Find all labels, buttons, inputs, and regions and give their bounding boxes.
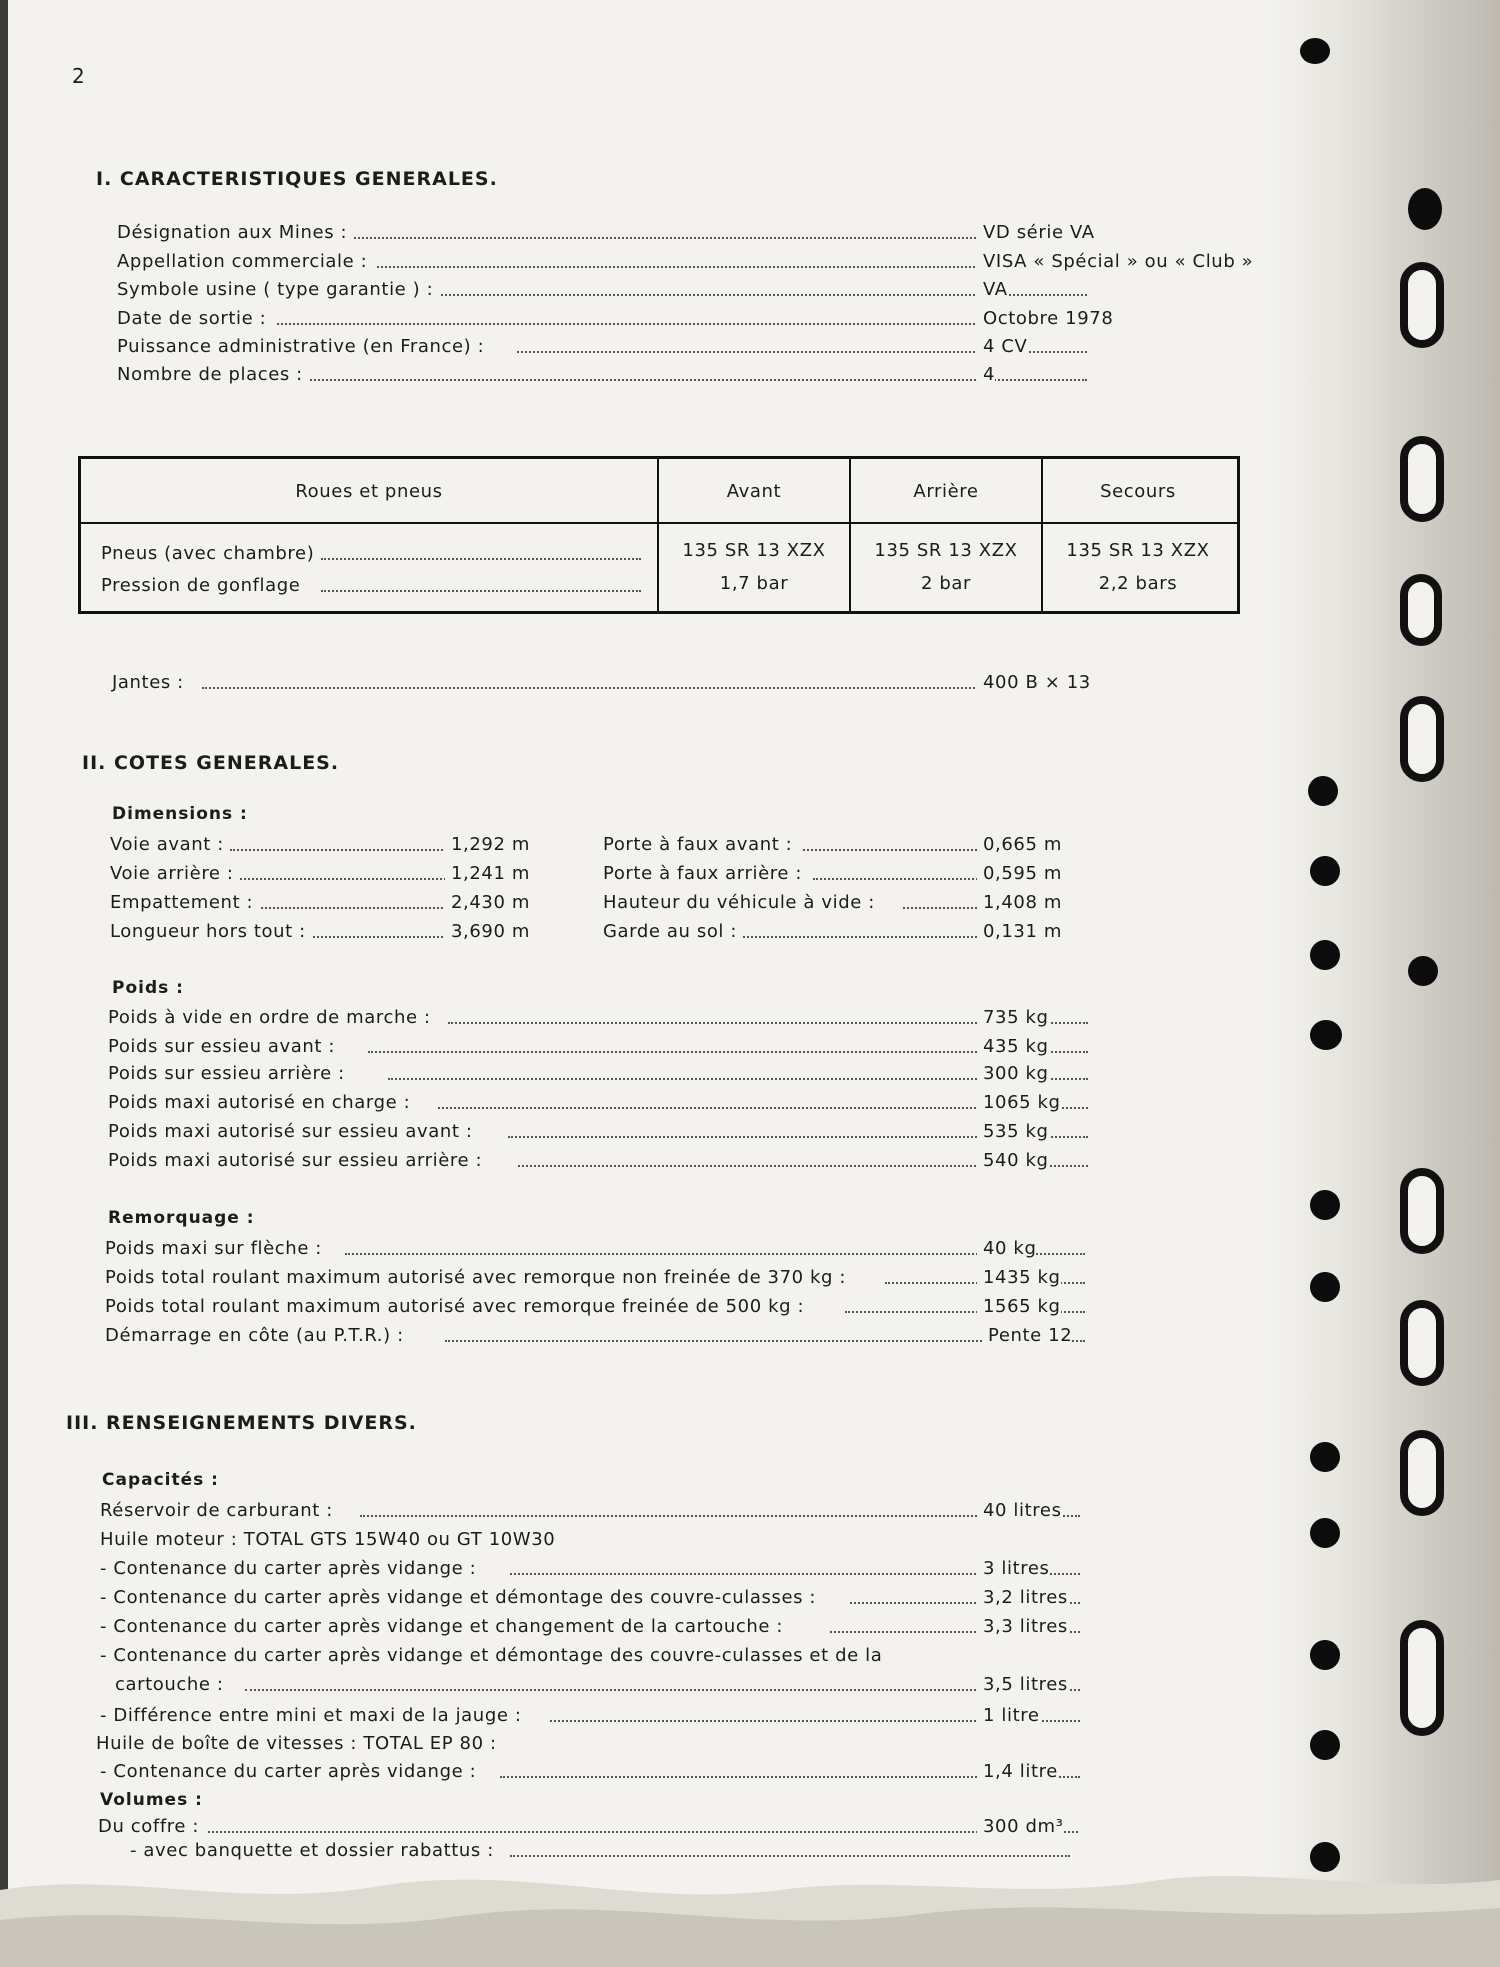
dot-leader	[240, 878, 450, 880]
section-title: III. RENSEIGNEMENTS DIVERS.	[66, 1412, 417, 1434]
spec-row	[105, 1238, 1260, 1264]
punch-hole	[1300, 38, 1330, 64]
torn-margin	[1270, 0, 1500, 1967]
spec-value: 1065 kg	[977, 1092, 1061, 1113]
spec-label: Poids maxi autorisé en charge :	[108, 1092, 416, 1113]
punch-hole	[1310, 1640, 1340, 1670]
punch-hole	[1408, 956, 1438, 986]
spec-row	[117, 308, 1257, 334]
spec-value: 1,292 m	[445, 834, 530, 855]
text-line	[100, 1529, 1000, 1555]
punch-hole	[1310, 856, 1340, 886]
spec-label: - Contenance du carter après vidange et démontage des couvre-culasses et de la	[100, 1645, 888, 1666]
spec-value: VISA « Spécial » ou « Club »	[977, 251, 1253, 272]
spec-label: Porte à faux arrière :	[603, 863, 808, 884]
spec-label: - Différence entre mini et maxi de la jauge :	[100, 1705, 528, 1726]
spec-label: Poids à vide en ordre de marche :	[108, 1007, 437, 1028]
spec-value: 0,665 m	[977, 834, 1062, 855]
spec-row	[100, 1705, 1260, 1731]
torn-bottom-edge	[0, 1850, 1500, 1967]
dot-leader	[803, 849, 993, 851]
spec-value: 1,4 litre	[977, 1761, 1058, 1782]
spec-value: 735 kg	[977, 1007, 1049, 1028]
spec-label: - Contenance du carter après vidange :	[100, 1761, 482, 1782]
subsection-title: Capacités :	[102, 1470, 219, 1490]
spec-value: 0,131 m	[977, 921, 1062, 942]
spec-value: 300 kg	[977, 1063, 1049, 1084]
subsection-title: Poids :	[112, 978, 184, 998]
spec-value: 3,5 litres	[977, 1674, 1068, 1695]
subsection-title: Volumes :	[100, 1790, 203, 1810]
text-line	[96, 1733, 996, 1759]
punch-hole	[1310, 1272, 1340, 1302]
table-cell: 1,7 bar	[719, 573, 789, 594]
dot-leader	[743, 936, 993, 938]
table-row-label: Pneus (avec chambre)	[101, 543, 320, 564]
spec-label: Voie avant :	[110, 834, 230, 855]
spec-value: Pente 12	[982, 1325, 1072, 1346]
spec-row	[100, 1558, 1260, 1584]
spec-label: Poids sur essieu arrière :	[108, 1063, 351, 1084]
spec-row	[108, 1121, 1258, 1147]
spec-row	[115, 1674, 1260, 1700]
spec-value: 1,241 m	[445, 863, 530, 884]
spec-label: - Contenance du carter après vidange :	[100, 1558, 482, 1579]
subsection-title: Dimensions :	[112, 804, 248, 824]
punch-hole	[1400, 696, 1444, 782]
spec-value: 3,2 litres	[977, 1587, 1068, 1608]
punch-hole	[1400, 1168, 1444, 1254]
dimension-row	[603, 863, 1073, 889]
section-title: I. CARACTERISTIQUES GENERALES.	[96, 168, 498, 190]
spec-label: Porte à faux avant :	[603, 834, 798, 855]
dot-leader	[321, 590, 641, 592]
text-line	[100, 1645, 1200, 1671]
binding-edge	[0, 0, 8, 1967]
spec-value: 300 dm³	[977, 1816, 1063, 1837]
spec-value: 1,408 m	[977, 892, 1062, 913]
spec-label: Poids sur essieu avant :	[108, 1036, 341, 1057]
spec-label: Empattement :	[110, 892, 259, 913]
spec-label: Nombre de places :	[117, 364, 309, 385]
punch-hole	[1310, 1442, 1340, 1472]
spec-row	[105, 1267, 1260, 1293]
table-cell: 135 SR 13 XZX	[1066, 540, 1210, 561]
spec-value: Octobre 1978	[977, 308, 1113, 329]
dot-leader	[360, 1515, 1080, 1517]
spec-label: Garde au sol :	[603, 921, 743, 942]
punch-hole	[1400, 574, 1442, 646]
table-header: Arrière	[913, 481, 979, 502]
punch-hole	[1400, 262, 1444, 348]
spec-row	[117, 222, 1257, 248]
spec-row	[108, 1092, 1258, 1118]
punch-hole	[1310, 1020, 1342, 1050]
spec-value: 3 litres	[977, 1558, 1050, 1579]
punch-hole	[1308, 776, 1338, 806]
spec-value: 435 kg	[977, 1036, 1049, 1057]
spec-row	[98, 1816, 1260, 1842]
spec-row	[105, 1325, 1260, 1351]
spec-label: Jantes :	[112, 672, 190, 693]
table-header: Roues et pneus	[295, 481, 443, 502]
spec-label: Appellation commerciale :	[117, 251, 373, 272]
table-cell: 135 SR 13 XZX	[682, 540, 826, 561]
spec-value: 1435 kg	[977, 1267, 1061, 1288]
dot-leader	[250, 907, 450, 909]
dimension-row	[110, 921, 530, 947]
dot-leader	[277, 323, 1087, 325]
spec-label: - Contenance du carter après vidange et démontage des couvre-culasses :	[100, 1587, 822, 1608]
punch-hole	[1400, 1300, 1444, 1386]
spec-row	[117, 279, 1257, 305]
spec-label: Poids maxi sur flèche :	[105, 1238, 328, 1259]
spec-label: Huile moteur : TOTAL GTS 15W40 ou GT 10W30	[100, 1529, 561, 1550]
dot-leader	[307, 379, 1087, 381]
spec-row	[105, 1296, 1260, 1322]
spec-label: Réservoir de carburant :	[100, 1500, 339, 1521]
spec-label: Symbole usine ( type garantie ) :	[117, 279, 439, 300]
spec-value: 540 kg	[977, 1150, 1049, 1171]
spec-label: Poids maxi autorisé sur essieu arrière :	[108, 1150, 488, 1171]
spec-label: Poids total roulant maximum autorisé avec remorque freinée de 500 kg :	[105, 1296, 810, 1317]
punch-hole	[1310, 940, 1340, 970]
spec-value: 3,3 litres	[977, 1616, 1068, 1637]
table-row-label: Pression de gonflage	[101, 575, 306, 596]
spec-row	[108, 1007, 1258, 1033]
spec-value: VD série VA	[977, 222, 1095, 243]
spec-row	[117, 336, 1257, 362]
spec-row	[108, 1036, 1258, 1062]
punch-hole	[1310, 1730, 1340, 1760]
spec-value: VA	[977, 279, 1008, 300]
spec-row	[117, 251, 1257, 277]
spec-value: 0,595 m	[977, 863, 1062, 884]
spec-value: 1565 kg	[977, 1296, 1061, 1317]
subsection-title: Remorquage :	[108, 1208, 255, 1228]
spec-value: 4 CV	[977, 336, 1027, 357]
punch-hole	[1400, 1620, 1444, 1736]
dimension-row	[110, 834, 530, 860]
spec-row	[100, 1500, 1260, 1526]
punch-hole	[1400, 1430, 1444, 1516]
spec-value: 40 kg	[977, 1238, 1036, 1259]
spec-value: 2,430 m	[445, 892, 530, 913]
spec-label: Date de sortie :	[117, 308, 272, 329]
dot-leader	[510, 1855, 1070, 1857]
tyres-table	[78, 456, 1240, 614]
spec-label: cartouche :	[115, 1674, 230, 1695]
spec-label: Hauteur du véhicule à vide :	[603, 892, 881, 913]
table-cell: 2,2 bars	[1098, 573, 1178, 594]
dot-leader	[347, 237, 1087, 239]
table-divider	[81, 522, 1237, 524]
punch-hole	[1400, 436, 1444, 522]
dimension-row	[603, 921, 1073, 947]
spec-value: 3,690 m	[445, 921, 530, 942]
dimension-row	[110, 863, 530, 889]
spec-label: Démarrage en côte (au P.T.R.) :	[105, 1325, 410, 1346]
punch-hole	[1310, 1518, 1340, 1548]
punch-hole	[1310, 1190, 1340, 1220]
spec-label: - avec banquette et dossier rabattus :	[130, 1840, 500, 1861]
spec-label: Désignation aux Mines :	[117, 222, 353, 243]
spec-label: - Contenance du carter après vidange et changement de la cartouche :	[100, 1616, 789, 1637]
spec-row	[100, 1587, 1260, 1613]
dot-leader	[813, 878, 993, 880]
section-title: II. COTES GENERALES.	[82, 752, 340, 774]
spec-row	[100, 1616, 1260, 1642]
dot-leader	[345, 1253, 1085, 1255]
spec-value: 1 litre	[977, 1705, 1040, 1726]
spec-label: Poids total roulant maximum autorisé avec remorque non freinée de 370 kg :	[105, 1267, 852, 1288]
dot-leader	[208, 1831, 1078, 1833]
spec-row	[100, 1761, 1260, 1787]
dot-leader	[230, 849, 450, 851]
dimension-row	[110, 892, 530, 918]
spec-label: Longueur hors tout :	[110, 921, 312, 942]
spec-row	[117, 364, 1257, 390]
dot-leader	[202, 687, 1082, 689]
table-header: Secours	[1100, 481, 1176, 502]
spec-label: Du coffre :	[98, 1816, 205, 1837]
table-cell: 2 bar	[920, 573, 972, 594]
spec-label: Puissance administrative (en France) :	[117, 336, 490, 357]
spec-row	[112, 672, 1252, 698]
table-cell: 135 SR 13 XZX	[874, 540, 1018, 561]
dot-leader	[310, 936, 450, 938]
table-header: Avant	[726, 481, 782, 502]
spec-label: Huile de boîte de vitesses : TOTAL EP 80 :	[96, 1733, 503, 1754]
punch-hole	[1408, 188, 1442, 230]
dimension-row	[603, 834, 1073, 860]
spec-row	[108, 1063, 1258, 1089]
dimension-row	[603, 892, 1073, 918]
dot-leader	[321, 558, 641, 560]
spec-value: 400 B × 13	[977, 672, 1091, 693]
spec-row	[108, 1150, 1258, 1176]
spec-label: Poids maxi autorisé sur essieu avant :	[108, 1121, 478, 1142]
spec-value: 40 litres	[977, 1500, 1062, 1521]
dot-leader	[245, 1689, 1080, 1691]
spec-value: 4	[977, 364, 995, 385]
spec-label: Voie arrière :	[110, 863, 240, 884]
page-number: 2	[72, 64, 85, 88]
spec-value: 535 kg	[977, 1121, 1049, 1142]
